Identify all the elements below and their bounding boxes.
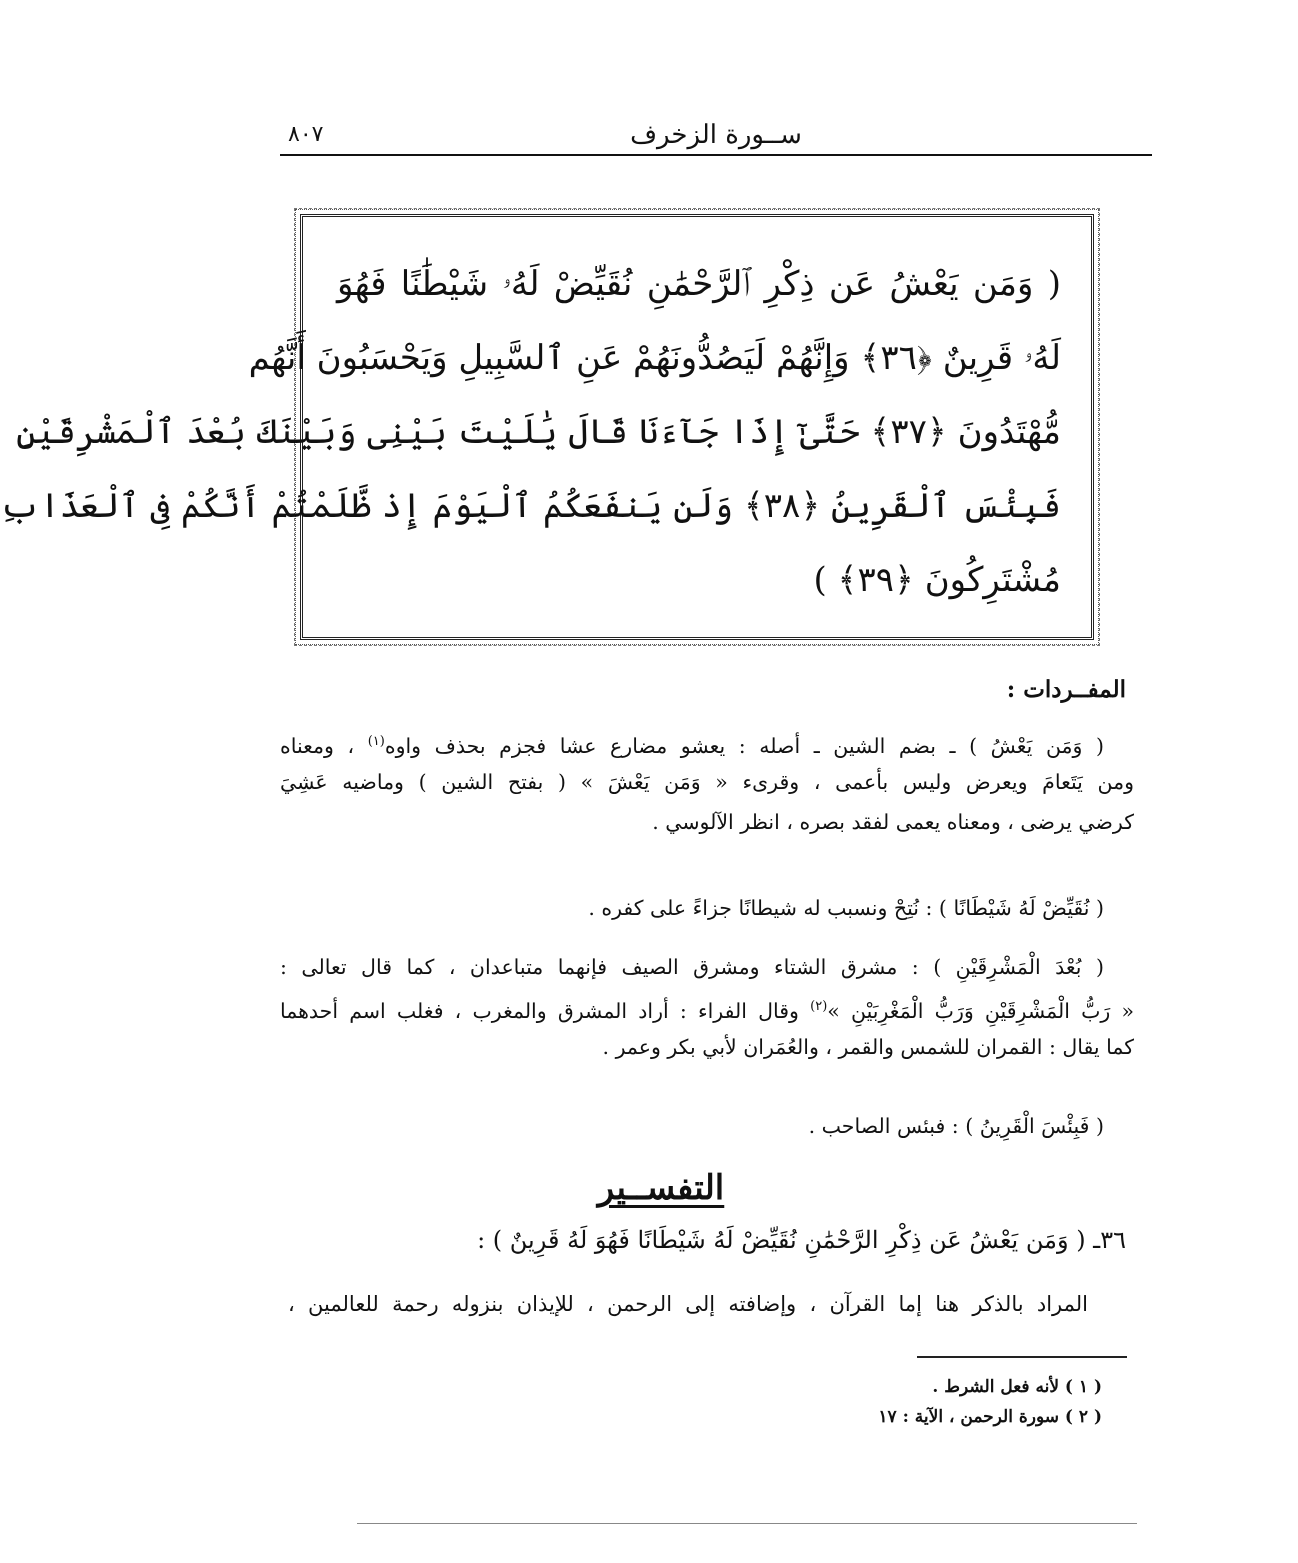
tafsir-heading [24, 1168, 1298, 1208]
footnote: ( ٢ ) سورة الرحمن ، الآية : ١٧ [878, 1407, 1102, 1427]
vocabulary-line-text: « رَبُّ الْمَشْرِقَيْنِ وَرَبُّ الْمَغْرِبَيْنِ » [827, 998, 1134, 1023]
bottom-divider [357, 1523, 1137, 1524]
footnote-ref: (١) [367, 734, 385, 749]
tafsir-verse-reference: ٣٦ـ ( وَمَن يَعْشُ عَن ذِكْرِ الرَّحْمَٰنِ نُقَيِّضْ لَهُ شَيْطَانًا فَهُوَ لَهُ قَرِينٌ ) : [477, 1226, 1126, 1254]
vocabulary-entry [280, 722, 1134, 842]
vocabulary-entry [280, 1106, 1134, 1146]
page-number: ٨٠٧ [288, 122, 324, 147]
vocabulary-entry [280, 888, 1134, 928]
verse-line: فَبِئْسَ ٱلْقَرِينُ ﴿٣٨﴾ وَلَن يَنفَعَكُمُ ٱلْيَوْمَ إِذ ظَّلَمْتُمْ أَنَّكُمْ فِى ٱلْعَذَابِ [0, 486, 1061, 526]
verse-text [0, 247, 1061, 617]
verse-line: ( وَمَن يَعْشُ عَن ذِكْرِ ٱلرَّحْمَٰنِ نُقَيِّضْ لَهُۥ شَيْطَٰنًا فَهُوَ [337, 264, 1061, 304]
vocabulary-line: ( فَبِئْسَ الْقَرِينُ ) : فبئس الصاحب . [808, 1114, 1104, 1138]
vocabulary-heading: المفــردات : [1006, 676, 1126, 703]
vocabulary-line [280, 722, 1134, 762]
vocabulary-line: ومن يَتَعامَ ويعرض وليس بأعمى ، وقرىء « وَمَن يَعْشَ » ( بفتح الشين ) وماضيه عَشِيَ [280, 770, 1134, 794]
footnote-divider [917, 1356, 1127, 1358]
verse-frame [0, 214, 1094, 640]
footnotes [878, 1372, 1102, 1432]
verse-line: مُّهْتَدُونَ ﴿٣٧﴾ حَتَّىٰٓ إِذَا جَآءَنَا قَالَ يَٰلَيْتَ بَيْنِى وَبَيْنَكَ بُعْدَ ٱلْمَشْرِقَيْنِ [16, 412, 1061, 452]
footnote: ( ١ ) لأنه فعل الشرط . [932, 1377, 1102, 1397]
page-title: ســورة الزخرف [630, 120, 802, 150]
vocabulary-line-tail: وقال الفراء : أراد المشرق والمغرب ، فغلب اسم أحدهما [280, 998, 799, 1023]
vocabulary-line-tail: ، ومعناه [280, 733, 355, 758]
vocabulary-line: ( بُعْدَ الْمَشْرِقَيْنِ ) : مشرق الشتاء ومشرق الصيف فإنهما متباعدان ، كما قال تعالى : [280, 955, 1104, 979]
page-header [280, 118, 1152, 156]
vocabulary-line-text: ( وَمَن يَعْشُ ) ـ بضم الشين ـ أصله : يعشو مضارع عشا فجزم بحذف واوه [384, 733, 1104, 758]
vocabulary-line: كما يقال : القمران للشمس والقمر ، والعُمَران لأبي بكر وعمر . [602, 1035, 1134, 1059]
vocabulary-line [280, 987, 1134, 1027]
verse-line: لَهُۥ قَرِينٌ ﴿٣٦﴾ وَإِنَّهُمْ لَيَصُدُّونَهُمْ عَنِ ٱلسَّبِيلِ وَيَحْسَبُونَ أَنَّهُم [248, 338, 1061, 378]
verse-line: مُشْتَرِكُونَ ﴿٣٩﴾ ) [813, 560, 1061, 600]
footnote-ref: (٢) [810, 999, 828, 1014]
vocabulary-line: كرضي يرضى ، ومعناه يعمى لفقد بصره ، انظر الآلوسي . [652, 810, 1134, 834]
vocabulary-line: ( نُقَيِّضْ لَهُ شَيْطَانًا ) : نُتِحْ ونسبب له شيطانًا جزاءً على كفره . [588, 896, 1104, 920]
tafsir-paragraph: المراد بالذكر هنا إما القرآن ، وإضافته إلى الرحمن ، للإيذان بنزوله رحمة للعالمين ، [288, 1292, 1088, 1316]
vocabulary-entry [280, 947, 1134, 1067]
tafsir-heading-text: التفســير [597, 1168, 725, 1208]
